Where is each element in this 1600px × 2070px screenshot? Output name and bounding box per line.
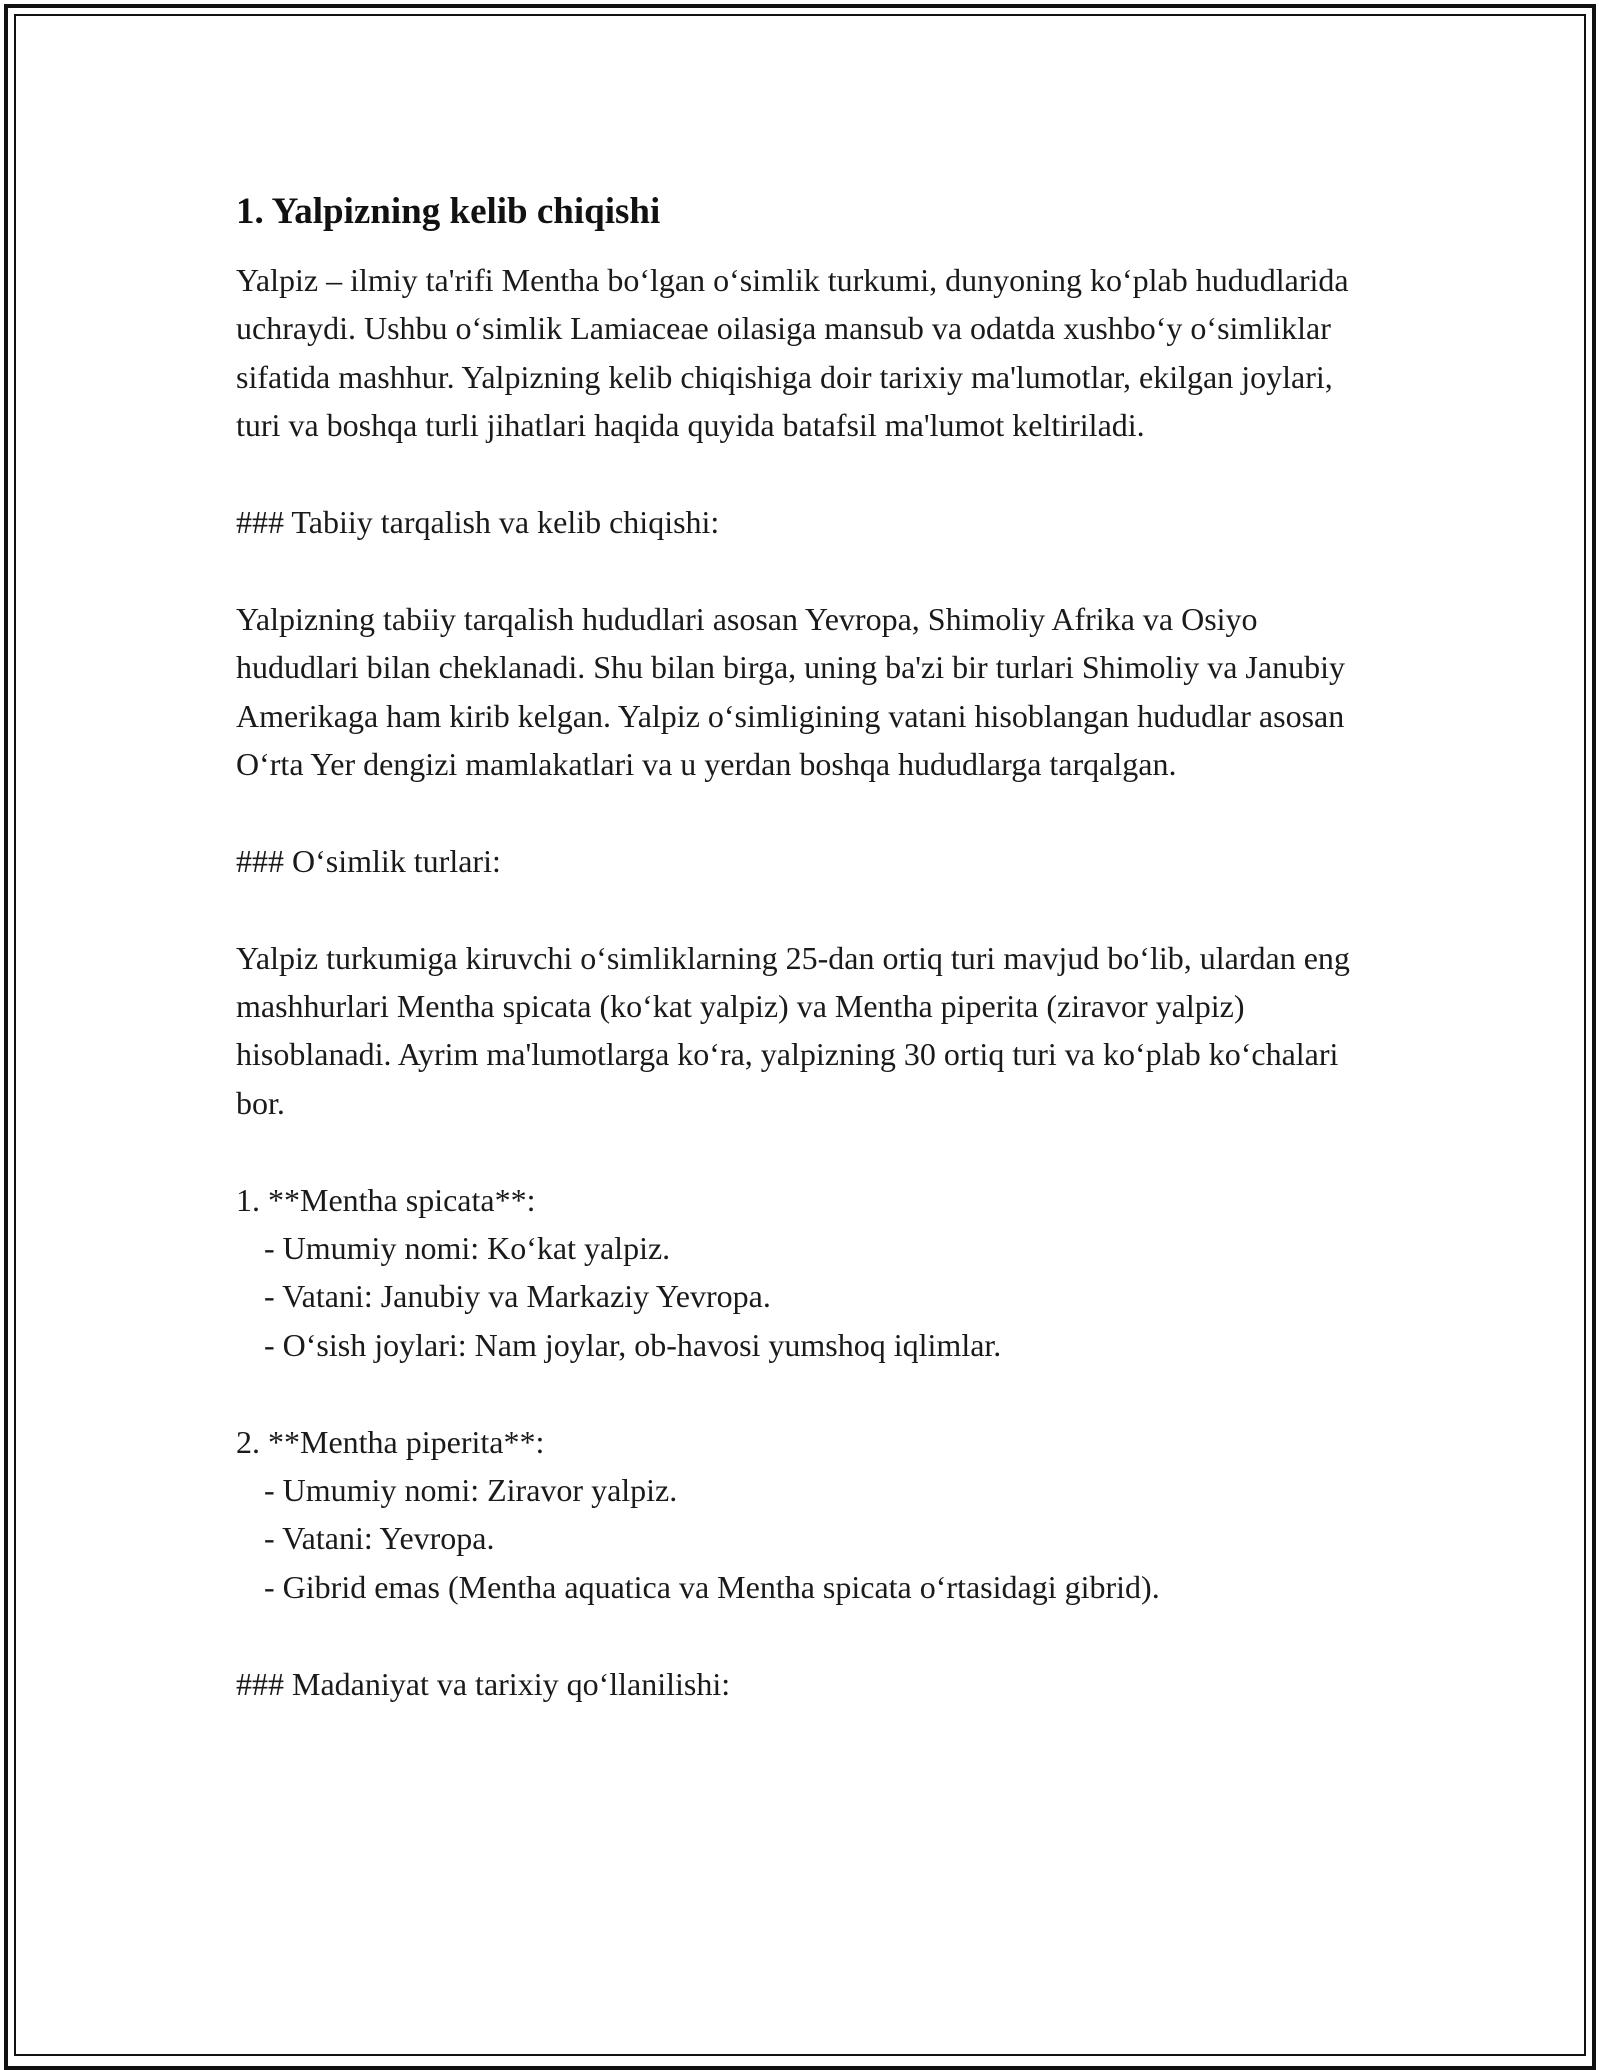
section-title-distribution: ### Tabiiy tarqalish va kelib chiqishi: <box>236 504 720 541</box>
species-detail: - Gibrid emas (Mentha aquatica va Mentha spicata o‘rtasidagi gibrid). <box>264 1568 1160 1605</box>
intro-paragraph: Yalpiz – ilmiy ta'rifi Mentha bo‘lgan o‘simlik turkumi, dunyoning ko‘plab hududlarida uchraydi. Ushbu o‘simlik Lamiaceae oilasiga mansub va odatda xushbo‘y o‘simliklar sifatida mashhur. Yalpizning kelib chiqishiga doir tarixiy ma'lumotlar, ekilgan joylari, turi va boshqa turli jihatlari haqida quyida batafsil ma'lumot keltiriladi. <box>236 262 1357 444</box>
species-title: 2. **Mentha piperita**: <box>236 1423 545 1460</box>
section-title-culture: ### Madaniyat va tarixiy qo‘llanilishi: <box>236 1665 731 1702</box>
species-detail: - Vatani: Janubiy va Markaziy Yevropa. <box>264 1278 771 1315</box>
distribution-paragraph: Yalpizning tabiiy tarqalish hududlari asosan Yevropa, Shimoliy Afrika va Osiyo hududlari bilan cheklanadi. Shu bilan birga, uning ba'zi bir turlari Shimoliy va Janubiy Amerikaga ham kirib kelgan. Yalpiz o‘simligining vatani hisoblangan hududlar asosan O‘rta Yer dengizi mamlakatlari va u yerdan boshqa hududlarga tarqalgan. <box>236 600 1353 783</box>
species-list-item <box>236 1176 1376 1370</box>
document-heading: 1. Yalpizning kelib chiqishi <box>236 191 661 232</box>
species-detail: - Umumiy nomi: Ziravor yalpiz. <box>264 1472 678 1509</box>
section-title-species: ### O‘simlik turlari: <box>236 842 501 879</box>
species-list-item <box>236 1418 1376 1612</box>
species-detail: - Vatani: Yevropa. <box>264 1520 495 1557</box>
document-body <box>236 188 1376 1708</box>
species-detail: - O‘sish joylari: Nam joylar, ob-havosi yumshoq iqlimlar. <box>264 1326 1002 1363</box>
species-detail: - Umumiy nomi: Ko‘kat yalpiz. <box>264 1230 671 1267</box>
species-title: 1. **Mentha spicata**: <box>236 1181 536 1218</box>
species-paragraph: Yalpiz turkumiga kiruvchi o‘simliklarning 25-dan ortiq turi mavjud bo‘lib, ulardan eng mashhurlari Mentha spicata (ko‘kat yalpiz) va Mentha piperita (ziravor yalpiz) hisoblanadi. Ayrim ma'lumotlarga ko‘ra, yalpizning 30 ortiq turi va ko‘plab ko‘chalari bor. <box>236 939 1358 1121</box>
